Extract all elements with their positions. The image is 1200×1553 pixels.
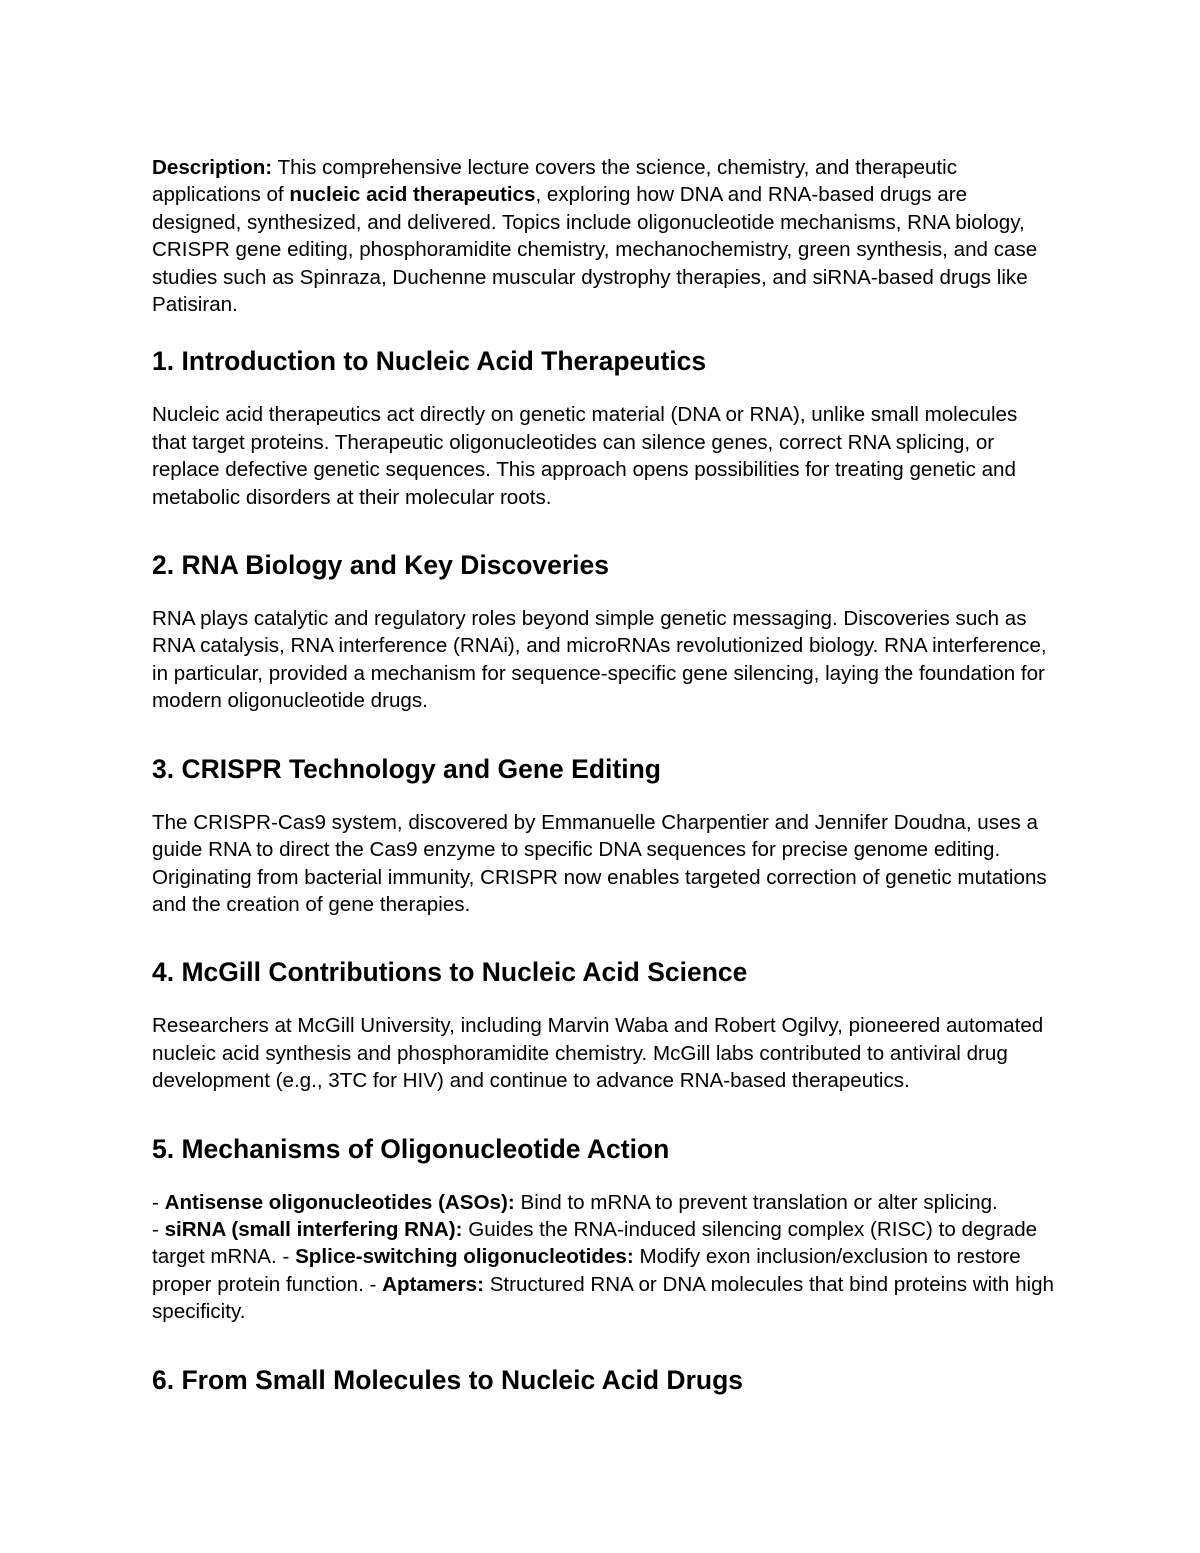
list-item-text: Modify exon inclusion/exclusion to restore proper protein function. [152, 1245, 1021, 1296]
section-2-heading: 2. RNA Biology and Key Discoveries [152, 550, 610, 581]
description-emphasis: nucleic acid therapeutics [289, 183, 536, 207]
section-3-body: The CRISPR-Cas9 system, discovered by Emmanuelle Charpentier and Jennifer Doudna, uses a guide RNA to direct the Cas9 enzyme to specific DNA sequences for precise genome editing. Originating from bacterial immunity, CRISPR now enables targeted correction of genetic mutations and the creation of gene therapies. [152, 810, 1047, 916]
description-text: This comprehensive lecture covers the science, chemistry, and therapeutic applications of [152, 156, 958, 207]
description-paragraph [152, 154, 1057, 318]
list-item-term: Aptamers: [382, 1272, 484, 1296]
list-item-prefix: - [152, 1190, 165, 1214]
section-1-heading: 1. Introduction to Nucleic Acid Therapeutics [152, 346, 707, 377]
section-4-heading: 4. McGill Contributions to Nucleic Acid Science [152, 957, 748, 988]
list-item-text: Guides the RNA-induced silencing complex (RISC) to degrade target mRNA. [152, 1217, 1038, 1269]
list-item-term: Splice-switching oligonucleotides: [295, 1245, 634, 1269]
list-item-text: Structured RNA or DNA molecules that bind proteins with high specificity. [152, 1272, 1055, 1324]
section-5-heading: 5. Mechanisms of Oligonucleotide Action [152, 1133, 670, 1164]
list-item-term: Antisense oligonucleotides (ASOs): [164, 1190, 515, 1214]
section-3-heading: 3. CRISPR Technology and Gene Editing [152, 753, 661, 784]
section-1-body: Nucleic acid therapeutics act directly on genetic material (DNA or RNA), unlike small molecules that target proteins. Therapeutic oligonucleotides can silence genes, correct RNA splicing, or replace defective genetic sequences. This approach opens possibilities for treating genetic and metabolic disorders at their molecular roots. [152, 403, 1018, 509]
section-4-body: Researchers at McGill University, including Marvin Waba and Robert Ogilvy, pioneered automated nucleic acid synthesis and phosphoramidite chemistry. McGill labs contributed to antiviral drug development (e.g., 3TC for HIV) and continue to advance RNA-based therapeutics. [152, 1014, 1044, 1093]
description-text-continued: , exploring how DNA and RNA-based drugs are designed, synthesized, and delivered. Topics include oligonucleotide mechanisms, RNA biology, CRISPR gene editing, phosphoramidite chemistry, mechanochemistry, green synthesis, and case studies such as Spinraza, Duchenne muscular dystrophy therapies, and siRNA-based drugs like Patisiran. [152, 183, 1038, 317]
list-item-prefix: - [363, 1272, 383, 1296]
list-item-prefix: - [152, 1217, 165, 1241]
list-item-text: Bind to mRNA to prevent translation or alter splicing. [514, 1190, 998, 1214]
list-item-prefix: - [276, 1245, 296, 1269]
list-item-term: siRNA (small interfering RNA): [164, 1217, 463, 1241]
description-label: Description: [152, 156, 273, 179]
document-page [152, 154, 1057, 1396]
section-5-body [152, 1189, 1057, 1326]
section-2-body: RNA plays catalytic and regulatory roles beyond simple genetic messaging. Discoveries such as RNA catalysis, RNA interference (RNAi), and microRNAs revolutionized biology. RNA interference, in particular, provided a mechanism for sequence-specific gene silencing, laying the foundation for modern oligonucleotide drugs. [152, 607, 1047, 713]
section-6-heading: 6. From Small Molecules to Nucleic Acid Drugs [152, 1364, 743, 1395]
